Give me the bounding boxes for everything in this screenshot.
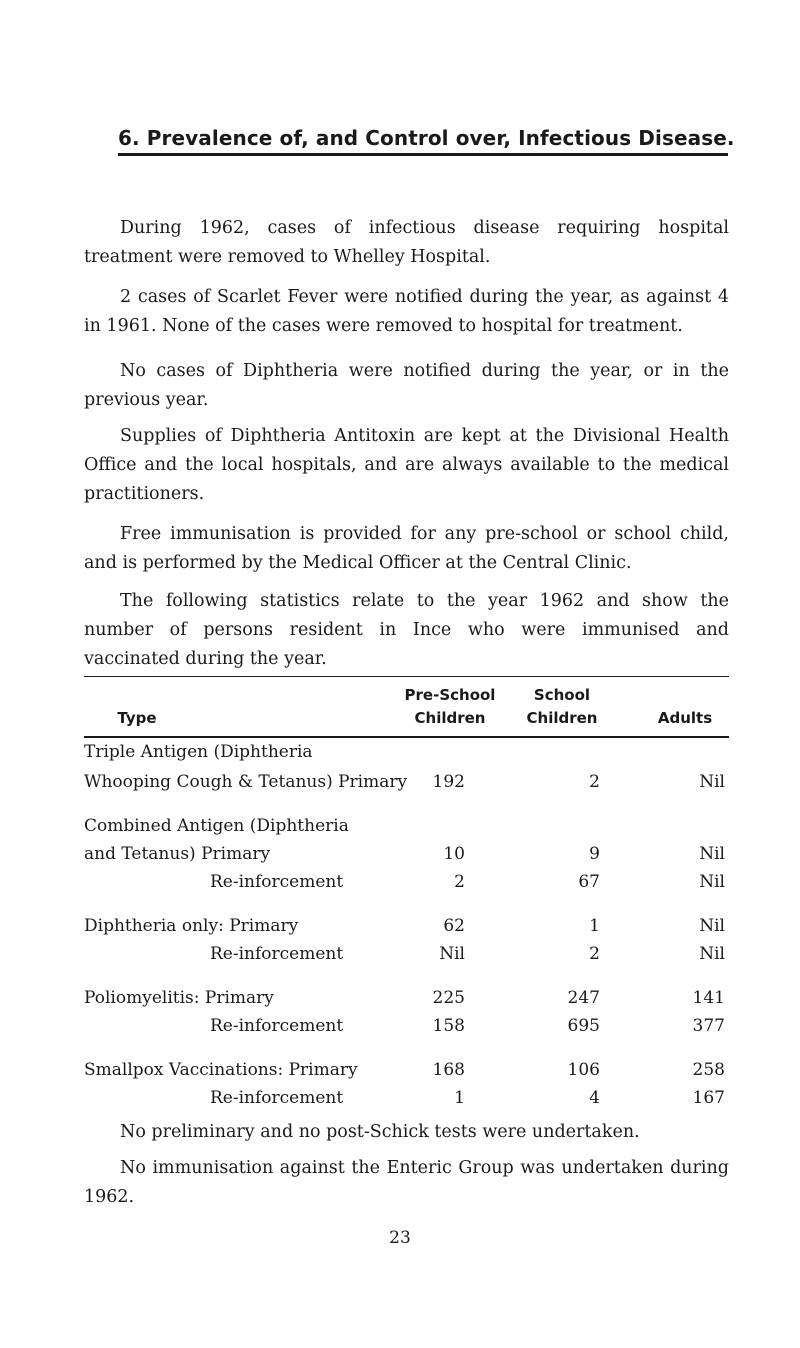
paragraph-diphtheria: No cases of Diphtheria were notified during the year, or in the previous year. (84, 361, 729, 410)
cell-school: 695 (567, 1016, 600, 1036)
paragraph-statistics-intro: The following statistics relate to the year 1962 and show the number of persons resident in Ince who were immunised and vaccinated during the year. (84, 591, 729, 669)
page-number: 23 (389, 1228, 411, 1248)
paragraph-antitoxin: Supplies of Diphtheria Antitoxin are kept at the Divisional Health Office and the local hospitals, and are always available to the medical practitioners. (84, 426, 729, 504)
cell-adults: Nil (699, 944, 725, 964)
cell-adults: Nil (699, 872, 725, 892)
cell-adults: Nil (699, 844, 725, 864)
cell-school: 1 (589, 916, 600, 936)
cell-adults: 258 (692, 1060, 725, 1080)
cell-school: 9 (589, 844, 600, 864)
cell-adults: 377 (692, 1016, 725, 1036)
cell-preschool: 168 (432, 1060, 465, 1080)
cell-school: 2 (589, 944, 600, 964)
cell-preschool: 62 (443, 916, 465, 936)
closing-schick: No preliminary and no post-Schick tests were undertaken. (120, 1122, 640, 1142)
cell-school: 2 (589, 772, 600, 792)
row-label: Re-inforcement (210, 1088, 344, 1108)
cell-preschool: 192 (432, 772, 465, 792)
cell-preschool: 225 (432, 988, 465, 1008)
paragraph-free-immunisation: Free immunisation is provided for any pre-school or school child, and is performed by the Medical Officer at the Central Clinic. (84, 524, 729, 573)
cell-adults: Nil (699, 772, 725, 792)
page-title: 6. Prevalence of, and Control over, Infectious Disease. (118, 126, 735, 150)
header-school-line2: Children (526, 709, 598, 727)
header-school-line1: School (533, 686, 591, 704)
closing-enteric: No immunisation against the Enteric Group was undertaken during 1962. (84, 1158, 729, 1207)
row-label: Triple Antigen (Diphtheria (84, 742, 313, 762)
row-label: Re-inforcement (210, 1016, 344, 1036)
paragraph-scarlet-fever: 2 cases of Scarlet Fever were notified during the year, as against 4 in 1961. None of the cases were removed to hospital for treatment. (84, 287, 729, 336)
header-preschool-line2: Children (414, 709, 486, 727)
cell-preschool: 158 (432, 1016, 465, 1036)
paragraph-hospital: During 1962, cases of infectious disease requiring hospital treatment were removed to Whelley Hospital. (84, 218, 729, 267)
row-label: Re-inforcement (210, 872, 344, 892)
cell-preschool: 10 (443, 844, 465, 864)
row-label: Re-inforcement (210, 944, 344, 964)
cell-preschool: 2 (454, 872, 465, 892)
cell-adults: 141 (692, 988, 725, 1008)
cell-preschool: 1 (454, 1088, 465, 1108)
cell-school: 247 (567, 988, 600, 1008)
row-label: and Tetanus) Primary (84, 844, 271, 864)
cell-preschool: Nil (439, 944, 465, 964)
row-label: Combined Antigen (Diphtheria (84, 816, 349, 836)
cell-school: 67 (578, 872, 600, 892)
header-type: Type (117, 709, 157, 727)
row-label: Smallpox Vaccinations: Primary (84, 1060, 358, 1080)
cell-school: 106 (567, 1060, 600, 1080)
row-label: Whooping Cough & Tetanus) Primary (84, 772, 408, 792)
header-adults: Adults (657, 709, 713, 727)
header-preschool-line1: Pre-School (404, 686, 496, 704)
cell-adults: 167 (692, 1088, 725, 1108)
cell-adults: Nil (699, 916, 725, 936)
row-label: Diphtheria only: Primary (84, 916, 299, 936)
cell-school: 4 (589, 1088, 600, 1108)
row-label: Poliomyelitis: Primary (84, 988, 274, 1008)
